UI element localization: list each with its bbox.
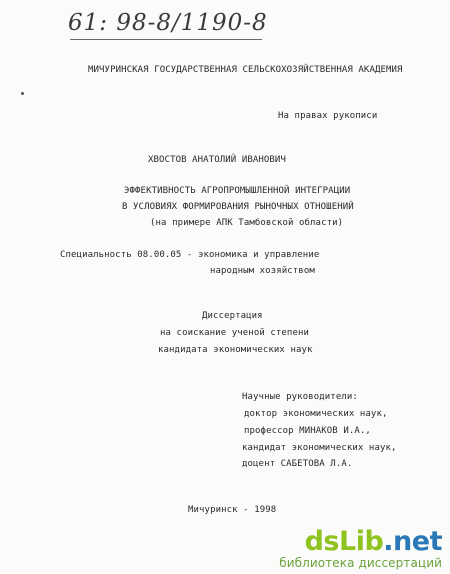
margin-dot <box>21 92 24 95</box>
archive-number-underline <box>70 39 262 40</box>
dissertation-title-line-2: В УСЛОВИЯХ ФОРМИРОВАНИЯ РЫНОЧНЫХ ОТНОШЕНИЙ <box>122 202 354 212</box>
degree-name: кандидата экономических наук <box>158 345 313 355</box>
dslib-logo-main: dsLib <box>304 526 384 557</box>
dissertation-subtitle: (на примере АПК Тамбовской области) <box>150 218 344 228</box>
degree-purpose: на соискание ученой степени <box>160 328 309 338</box>
institution-name: МИЧУРИНСКАЯ ГОСУДАРСТВЕННАЯ СЕЛЬСКОХОЗЯЙСТВЕННАЯ АКАДЕМИЯ <box>88 65 403 75</box>
supervisor-2-name: доцент САБЕТОВА Л.А. <box>242 459 353 469</box>
manuscript-rights-note: На правах рукописи <box>278 111 378 121</box>
place-and-year: Мичуринск - 1998 <box>188 505 277 515</box>
archive-number-handwritten: 61: 98-8/1190-8 <box>68 10 268 36</box>
author-name: ХВОСТОВ АНАТОЛИЙ ИВАНОВИЧ <box>148 155 286 165</box>
specialty-line-2: народным хозяйством <box>210 266 315 276</box>
dslib-caption: библиотека диссертаций <box>279 556 442 570</box>
supervisor-2-degree: кандидат экономических наук, <box>242 443 397 453</box>
dslib-logo <box>279 528 442 556</box>
supervisors-heading: Научные руководители: <box>242 392 358 402</box>
specialty-line-1: Специальность 08.00.05 - экономика и управление <box>60 250 320 260</box>
supervisor-1-name: профессор МИНАКОВ И.А., <box>244 426 371 436</box>
dslib-logo-tld: .net <box>383 526 442 557</box>
supervisor-1-degree: доктор экономических наук, <box>244 409 388 419</box>
degree-type: Диссертация <box>202 311 263 321</box>
dissertation-title-line-1: ЭФФЕКТИВНОСТЬ АГРОПРОМЫШЛЕННОЙ ИНТЕГРАЦИИ <box>124 186 351 196</box>
dslib-watermark <box>279 528 442 570</box>
